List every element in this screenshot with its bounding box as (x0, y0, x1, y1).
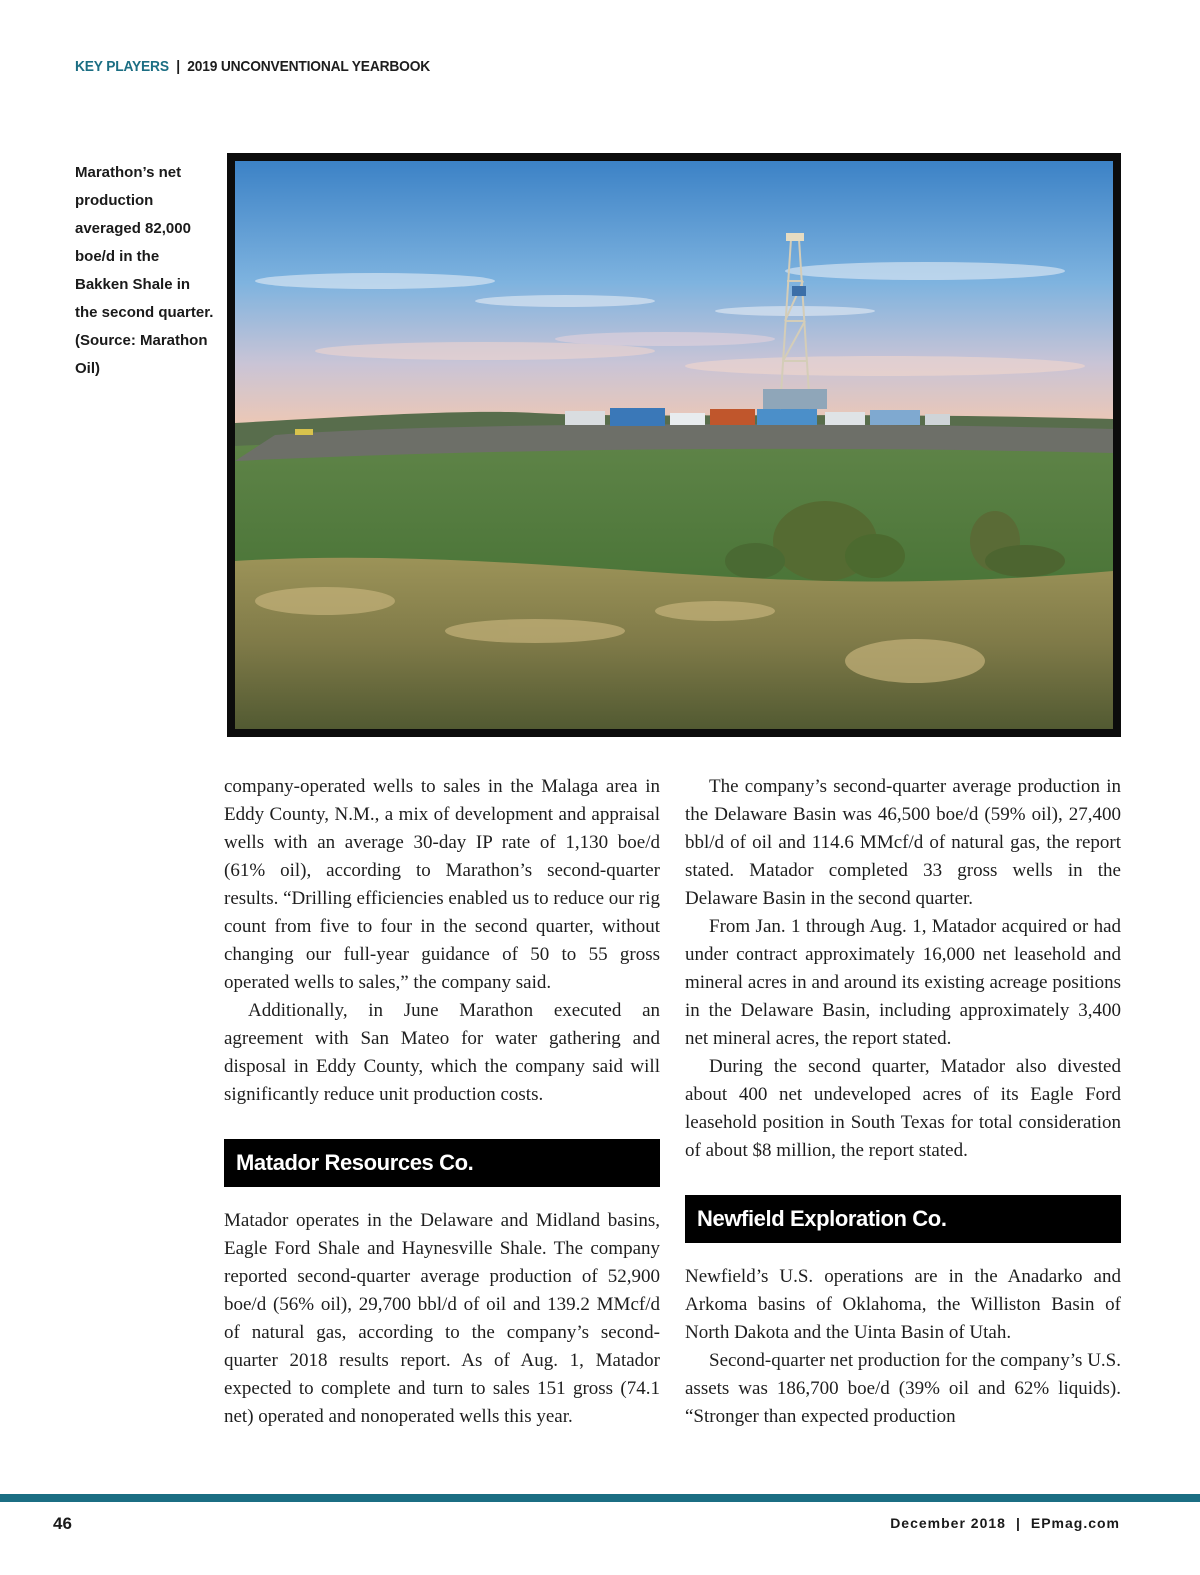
section-label: KEY PLAYERS (75, 58, 169, 75)
drilling-rig-photo (235, 161, 1113, 729)
photo-caption: Marathon’s net production averaged 82,000 boe/d in the Bakken Shale in the second quarter. (Source: Marathon Oil) (75, 164, 214, 377)
right-column (685, 773, 1121, 1431)
company-subhead: Newfield Exploration Co. (685, 1195, 1121, 1243)
footer-separator: | (1015, 1515, 1021, 1531)
body-paragraph: Matador operates in the Delaware and Midland basins, Eagle Ford Shale and Haynesville Shale. The company reported second-quarter average production of 52,900 boe/d (56% oil), 29,700 bbl/d of oil and 139.2 MMcf/d of natural gas, according to the company’s second-quarter 2018 results report. As of Aug. 1, Matador expected to complete and turn to sales 151 gross (74.1 net) operated and nonoperated wells this year. (224, 1210, 660, 1427)
issue-date: December 2018 (890, 1515, 1006, 1531)
photo-frame (227, 153, 1121, 737)
left-column (224, 773, 660, 1431)
body-paragraph: company-operated wells to sales in the Malaga area in Eddy County, N.M., a mix of development and appraisal wells with an average 30-day IP rate of 1,130 boe/d (61% oil), according to Marathon’s second-quarter results. “Drilling efficiencies enabled us to reduce our rig count from five to four in the second quarter, without changing our full-year guidance of 50 to 55 gross operated wells to sales,” the company said. (224, 776, 660, 993)
body-paragraph: Second-quarter net production for the company’s U.S. assets was 186,700 boe/d (39% oil and 62% liquids). “Stronger than expected production (685, 1350, 1121, 1427)
sky (235, 161, 1113, 431)
body-paragraph: Additionally, in June Marathon executed an agreement with San Mateo for water gathering and disposal in Eddy County, which the company said will significantly reduce unit production costs. (224, 1000, 660, 1105)
footer-rule (0, 1494, 1200, 1502)
body-paragraph: Newfield’s U.S. operations are in the Anadarko and Arkoma basins of Oklahoma, the Williston Basin of North Dakota and the Uinta Basin of Utah. (685, 1266, 1121, 1343)
footer-publication (890, 1515, 1120, 1531)
header-separator: | (176, 58, 180, 75)
body-paragraph: During the second quarter, Matador also divested about 400 net undeveloped acres of its Eagle Ford leasehold position in South Texas for total consideration of about $8 million, the report stated. (685, 1056, 1121, 1161)
body-paragraph: The company’s second-quarter average production in the Delaware Basin was 46,500 boe/d (59% oil), 27,400 bbl/d of oil and 114.6 MMcf/d of natural gas, the report stated. Matador completed 33 gross wells in the Delaware Basin in the second quarter. (685, 776, 1121, 909)
company-subhead: Matador Resources Co. (224, 1139, 660, 1187)
publication-title: 2019 UNCONVENTIONAL YEARBOOK (187, 58, 431, 75)
page-number: 46 (53, 1514, 72, 1533)
body-paragraph: From Jan. 1 through Aug. 1, Matador acquired or had under contract approximately 16,000 net leasehold and mineral acres in and around its existing acreage positions in the Delaware Basin, including approximately 3,400 net mineral acres, the report stated. (685, 916, 1121, 1049)
prairie-grass (235, 558, 1113, 729)
website-link[interactable]: EPmag.com (1030, 1515, 1120, 1531)
running-head (75, 58, 430, 75)
